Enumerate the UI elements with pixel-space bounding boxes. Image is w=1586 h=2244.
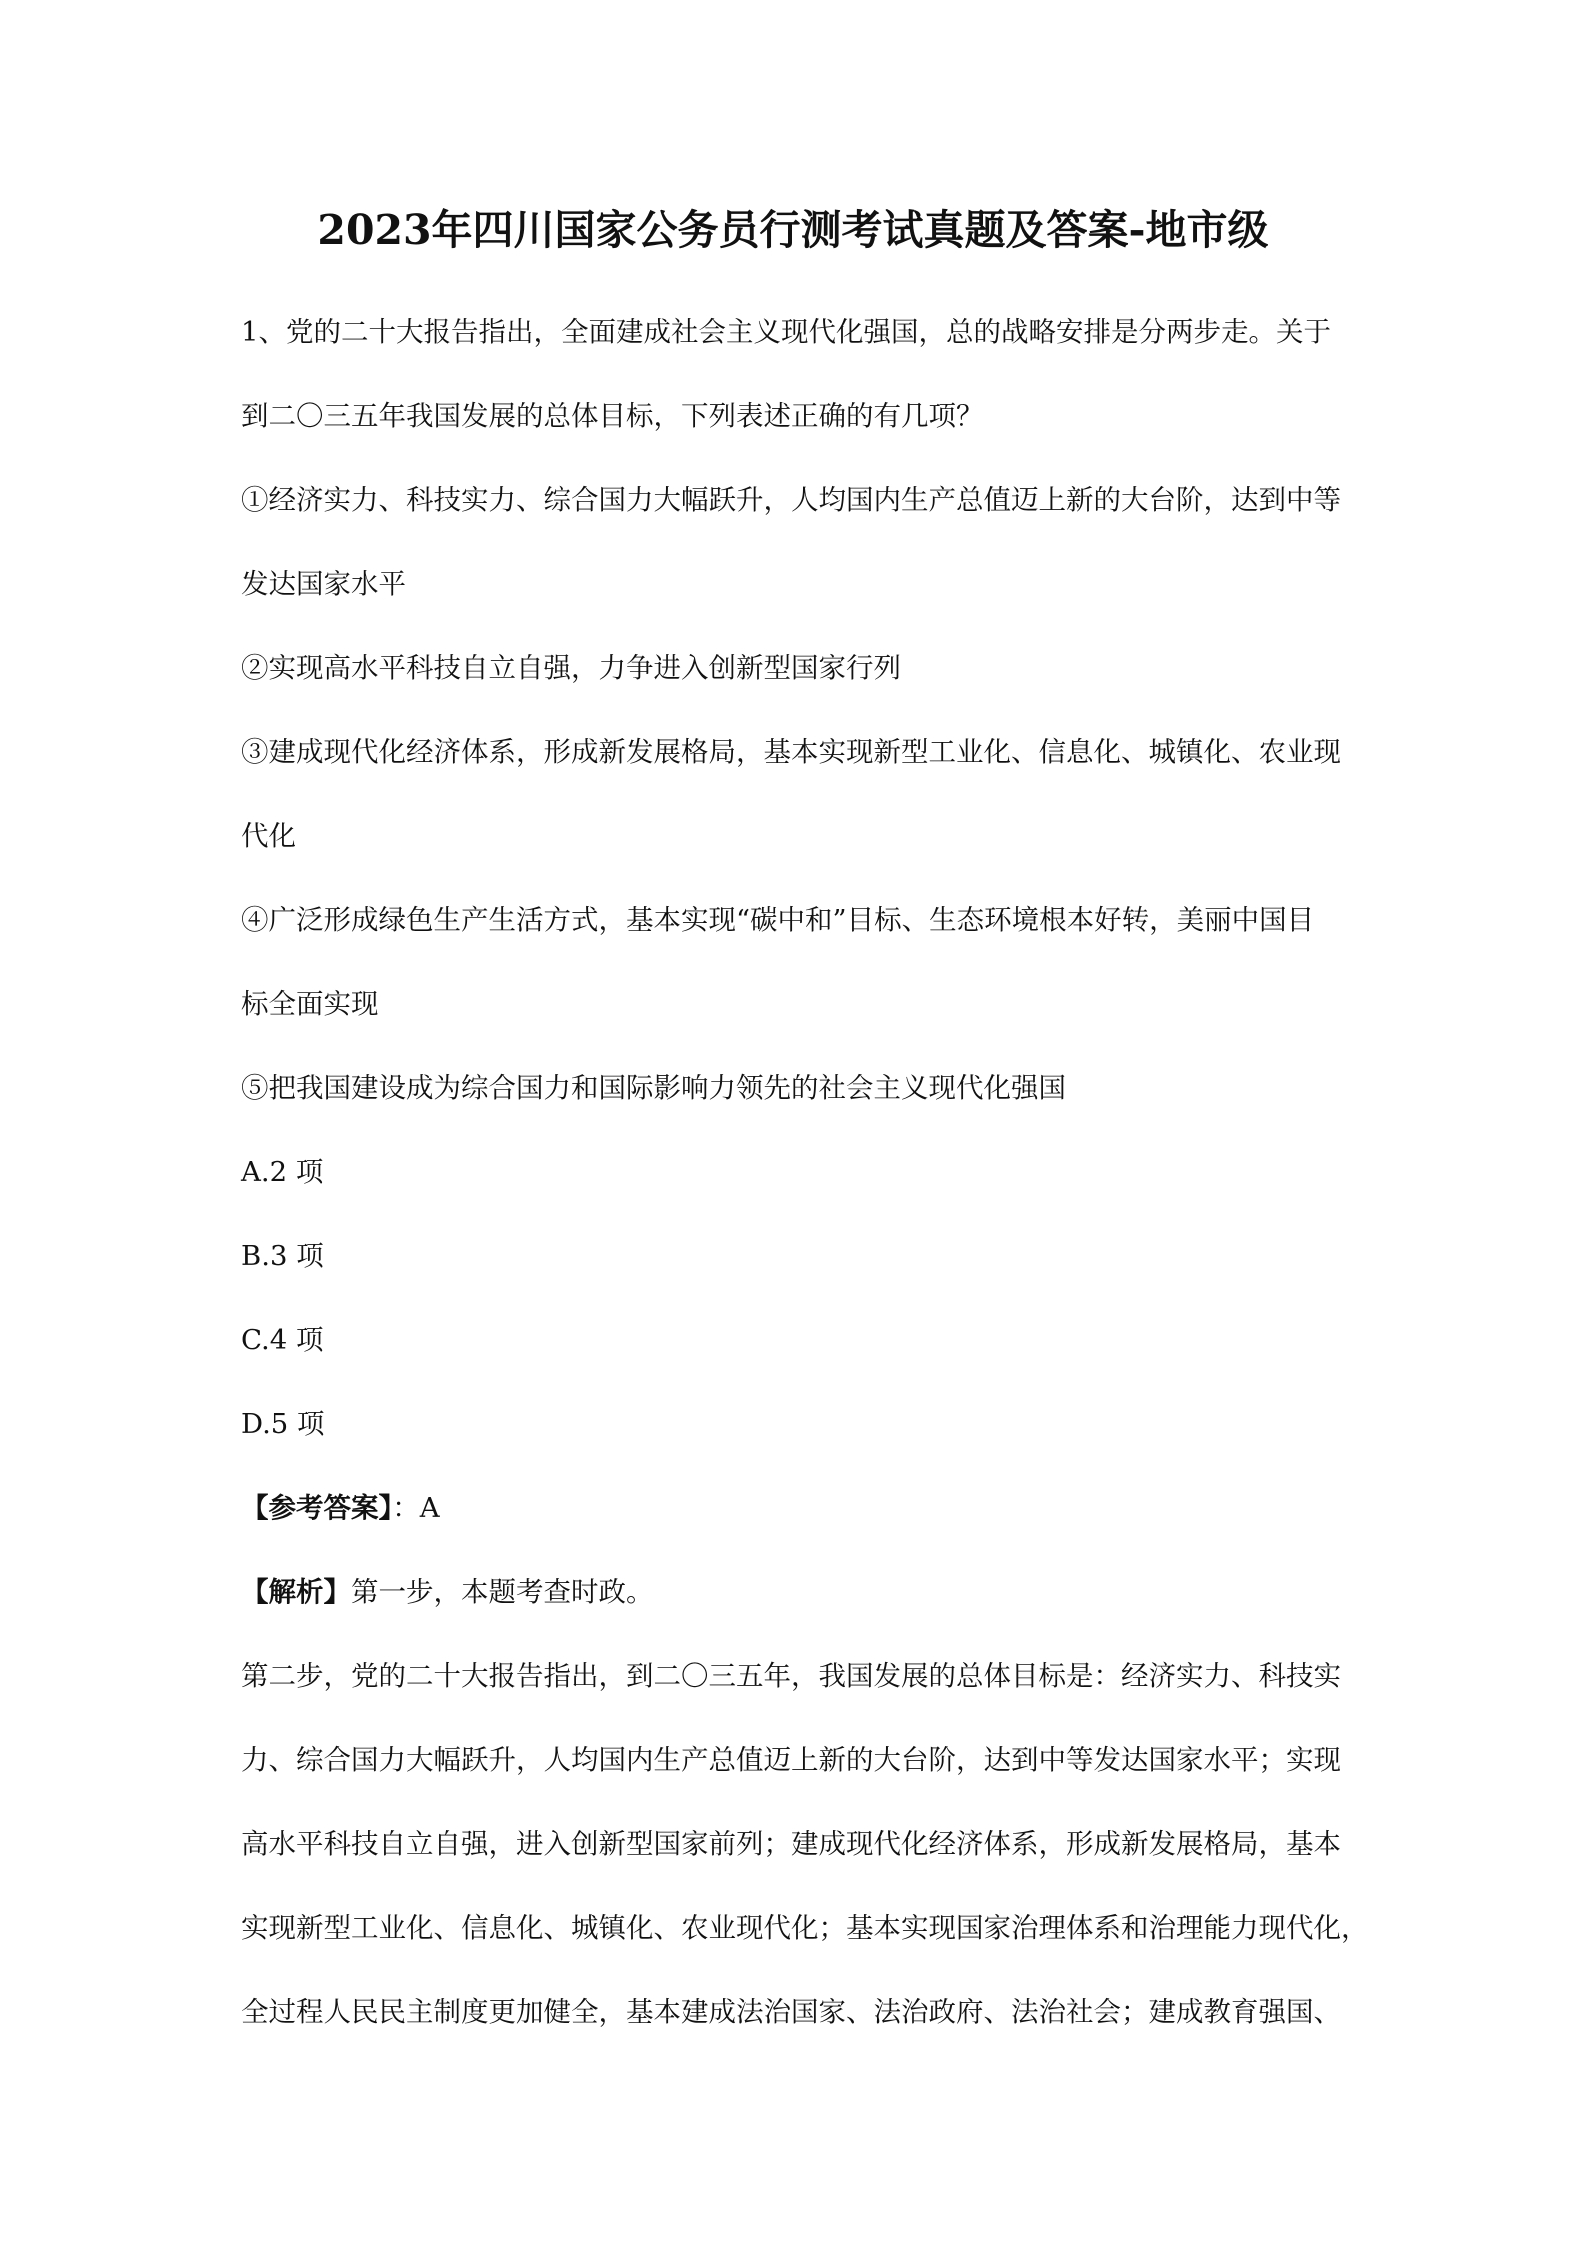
- question-body: [241, 290, 1369, 2054]
- option-d: D.5 项: [241, 1408, 325, 1440]
- statement-line: 发达国家水平: [241, 568, 406, 600]
- option-c: C.4 项: [241, 1324, 324, 1356]
- statement-line: ④广泛形成绿色生产生活方式，基本实现“碳中和”目标、生态环境根本好转，美丽中国目: [241, 904, 1315, 936]
- analysis-label: 【解析】: [241, 1576, 351, 1608]
- analysis-text-line: 实现新型工业化、信息化、城镇化、农业现代化；基本实现国家治理体系和治理能力现代化，: [241, 1912, 1369, 1944]
- statement-line: ⑤把我国建设成为综合国力和国际影响力领先的社会主义现代化强国: [241, 1072, 1066, 1104]
- answer-line: [241, 1466, 1361, 1550]
- analysis-text-line: 全过程人民民主制度更加健全，基本建成法治国家、法治政府、法治社会；建成教育强国、: [241, 1996, 1341, 2028]
- statement-line: 代化: [241, 820, 296, 852]
- question-stem-line: 到二〇三五年我国发展的总体目标，下列表述正确的有几项？: [241, 400, 984, 432]
- option-a: A.2 项: [241, 1156, 324, 1188]
- analysis-text-line: 力、综合国力大幅跃升，人均国内生产总值迈上新的大台阶，达到中等发达国家水平；实现: [241, 1744, 1341, 1776]
- analysis-text-line: 高水平科技自立自强，进入创新型国家前列；建成现代化经济体系，形成新发展格局，基本: [241, 1828, 1341, 1860]
- document-title: 2023年四川国家公务员行测考试真题及答案-地市级: [317, 206, 1269, 254]
- answer-label: 【参考答案】: [241, 1492, 393, 1524]
- statement-line: ②实现高水平科技自立自强，力争进入创新型国家行列: [241, 652, 901, 684]
- option-b: B.3 项: [241, 1240, 324, 1272]
- analysis-first-step: 第一步，本题考查时政。: [351, 1576, 654, 1608]
- question-stem-line: 1、党的二十大报告指出，全面建成社会主义现代化强国，总的战略安排是分两步走。关于: [241, 316, 1331, 348]
- answer-value: ：A: [392, 1492, 440, 1524]
- statement-line: 标全面实现: [241, 988, 379, 1020]
- analysis-text-line: 第二步，党的二十大报告指出，到二〇三五年，我国发展的总体目标是：经济实力、科技实: [241, 1660, 1341, 1692]
- statement-line: ①经济实力、科技实力、综合国力大幅跃升，人均国内生产总值迈上新的大台阶，达到中等: [241, 484, 1341, 516]
- analysis-line: [241, 1550, 1361, 1634]
- statement-line: ③建成现代化经济体系，形成新发展格局，基本实现新型工业化、信息化、城镇化、农业现: [241, 736, 1341, 768]
